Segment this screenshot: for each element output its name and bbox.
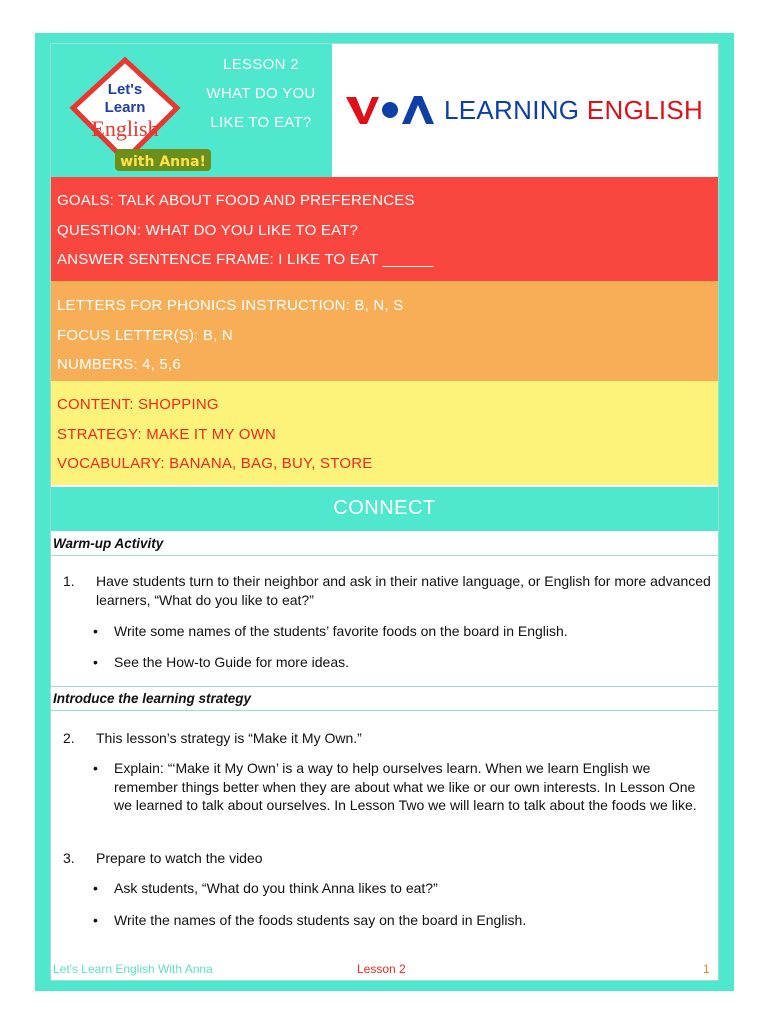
list-item	[51, 849, 718, 869]
content-line: CONTENT: SHOPPING	[57, 396, 219, 413]
bullet-icon: •	[93, 623, 98, 639]
focus-letters-line: FOCUS LETTER(S): B, N	[57, 326, 233, 344]
bullet-icon: •	[93, 912, 98, 928]
bullet-text: See the How-to Guide for more ideas.	[114, 654, 350, 670]
item-text: Prepare to watch the video	[96, 850, 263, 866]
bullet-item	[51, 653, 718, 673]
footer-course-name: Let's Learn English With Anna	[53, 962, 213, 976]
bullet-icon: •	[93, 880, 98, 896]
lesson-title-line1: WHAT DO YOU	[206, 85, 316, 102]
bullet-text: Explain: “‘Make it My Own’ is a way to help ourselves learn. When we learn English we remember things better when they are about what we like or our own interests. In Lesson One we learned to talk about ourselves. In Lesson Two we will learn to talk about the foods we like.	[114, 760, 697, 813]
logo-banner-with-anna: with Anna!	[120, 154, 206, 170]
bullet-item	[51, 911, 718, 931]
voa-word-learning: LEARNING	[444, 94, 580, 125]
section-divider	[51, 710, 718, 711]
voa-word-english: ENGLISH	[586, 94, 704, 125]
bullet-icon: •	[93, 654, 98, 670]
item-number: 1.	[63, 573, 75, 589]
bullet-text: Write the names of the foods students say on the board in English.	[114, 912, 527, 928]
logo-text-lets: Let's	[107, 81, 143, 98]
connect-heading: CONNECT	[51, 487, 718, 531]
voa-mark-icon	[344, 93, 434, 127]
phonics-band	[51, 281, 718, 381]
item-number: 2.	[63, 730, 75, 746]
section-divider	[51, 555, 718, 556]
strategy-line: STRATEGY: MAKE IT MY OWN	[57, 425, 276, 443]
lesson-number: LESSON 2	[223, 56, 299, 73]
bullet-icon: •	[93, 760, 98, 776]
lesson-page	[35, 33, 734, 991]
bullet-text: Ask students, “What do you think Anna likes to eat?”	[114, 880, 438, 896]
item-text: Have students turn to their neighbor and ask in their native language, or English for more advanced learners, “What do you like to eat?”	[96, 573, 711, 608]
logo-text-learn: Learn	[104, 99, 146, 116]
logo-text-english: English	[91, 116, 159, 141]
bullet-item	[51, 879, 718, 899]
numbers-line: NUMBERS: 4, 5,6	[57, 356, 181, 373]
footer-lesson: Lesson 2	[357, 962, 406, 976]
section-divider	[51, 686, 718, 687]
bullet-item	[51, 622, 718, 642]
goals-line: GOALS: TALK ABOUT FOOD AND PREFERENCES	[57, 192, 415, 209]
list-item	[51, 572, 718, 612]
phonics-letters-line: LETTERS FOR PHONICS INSTRUCTION: B, N, S	[57, 297, 404, 314]
content-band	[51, 381, 718, 485]
page-content	[50, 43, 719, 981]
item-number: 3.	[63, 850, 75, 866]
item-text: This lesson’s strategy is “Make it My Own.”	[96, 730, 362, 746]
voa-wordmark	[444, 95, 703, 126]
bullet-item	[51, 759, 718, 835]
voa-learning-english-logo	[344, 90, 703, 130]
lesson-title-block	[191, 50, 331, 137]
bullet-text: Write some names of the students’ favorite foods on the board in English.	[114, 623, 568, 639]
warmup-title: Warm-up Activity	[53, 536, 164, 551]
goals-band	[51, 177, 718, 281]
strategy-title: Introduce the learning strategy	[53, 691, 252, 706]
lesson-header	[51, 44, 332, 177]
brand-area	[332, 44, 718, 177]
answer-frame-line: ANSWER SENTENCE FRAME: I LIKE TO EAT ______	[57, 251, 434, 268]
question-line: QUESTION: WHAT DO YOU LIKE TO EAT?	[57, 221, 359, 239]
vocabulary-line: VOCABULARY: BANANA, BAG, BUY, STORE	[57, 455, 373, 472]
page-number: 1	[703, 962, 710, 976]
lesson-title-line2: LIKE TO EAT?	[210, 114, 312, 131]
list-item	[51, 729, 718, 749]
